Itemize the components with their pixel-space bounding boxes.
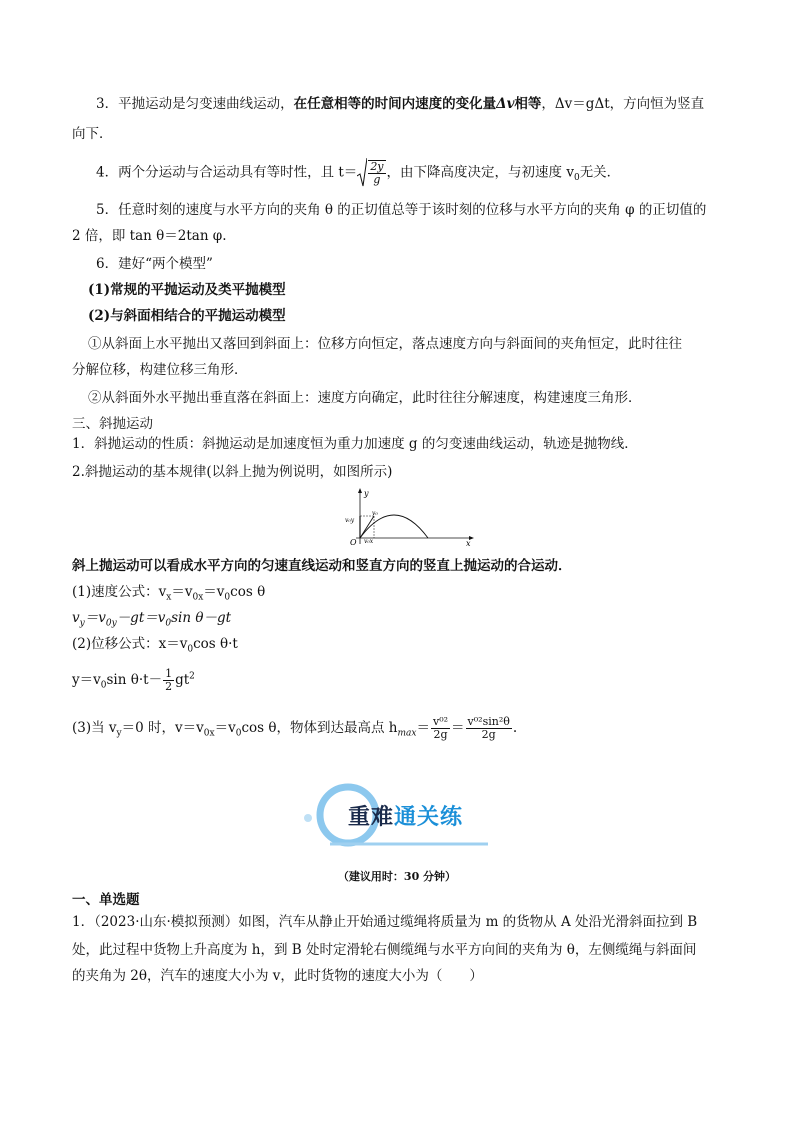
- suggested-time-note: （建议用时：30 分钟）: [337, 870, 457, 883]
- case-1-line-1: ①从斜面上水平抛出又落回到斜面上：位移方向恒定，落点速度方向与斜面间的夹角恒定，此时往往: [88, 336, 682, 352]
- sqrt-expression: $\frac{2y}{g}$: [357, 158, 386, 188]
- point-5-line-1: 5．任意时刻的速度与水平方向的夹角 θ 的正切值总等于该时刻的位移与水平方向的夹角 φ 的正切值的: [96, 202, 707, 218]
- section-1-heading: 一、单选题: [72, 892, 140, 908]
- point-6: 6．建好“两个模型”: [96, 256, 213, 272]
- section-3-heading: 三、斜抛运动: [72, 416, 153, 432]
- max-height-formula: (3)当 $v_y=0$ 时，$v=v_{0x}=v_0\cos$ θ，物体到达最高点 $h_{max}=$ $\frac{\text{v⁰²}}{2g}$ ＝ $\frac{\text{v⁰²sin²θ}}{2g}$ .: [72, 715, 518, 741]
- point-5-line-2: 2 倍，即 tan θ＝2tan φ.: [72, 228, 227, 244]
- fig-v0y-label: v₀y: [345, 517, 355, 524]
- oblique-decomposition: 斜上抛运动可以看成水平方向的匀速直线运动和竖直方向的竖直上抛运动的合运动．: [72, 558, 572, 574]
- displacement-formula-1: (2)位移公式：$x=v_0\cos$ θ·t: [72, 636, 238, 655]
- velocity-formula-1: (1)速度公式：$v_x=v_{0x}=v_0\cos$ θ: [72, 584, 266, 603]
- oblique-projectile-figure: [344, 488, 474, 546]
- velocity-formula-2: $v_y=v_{0y}-gt=v_0\sin$ θ－gt: [72, 610, 232, 629]
- section-banner-title: 重难通关练: [348, 805, 464, 830]
- oblique-2: 2.斜抛运动的基本规律(以斜上抛为例说明，如图所示): [72, 464, 393, 480]
- fig-y-label: y: [364, 489, 369, 498]
- case-2: ②从斜面外水平抛出垂直落在斜面上：速度方向确定，此时往往分解速度，构建速度三角形．: [88, 390, 642, 406]
- question-1-line-3: 的夹角为 2θ，汽车的速度大小为 v，此时货物的速度大小为（ ）: [72, 968, 483, 984]
- oblique-1: 1．斜抛运动的性质：斜抛运动是加速度恒为重力加速度 g 的匀变速曲线运动，轨迹是抛物线．: [72, 436, 638, 452]
- fig-x-label: x: [466, 539, 471, 546]
- displacement-formula-2: $y=v_0\sin$ θ·t－ $\frac{1}{2}$ $gt^2$: [72, 667, 195, 693]
- point-3-line-2: 向下．: [72, 126, 113, 142]
- fig-origin-label: O: [350, 538, 357, 546]
- point-3-line-1: 3．平抛运动是匀变速曲线运动，在任意相等的时间内速度的变化量Δv相等，Δv＝gΔt，方向恒为竖直: [96, 96, 705, 112]
- point-4: 4．两个分运动与合运动具有等时性，且 t＝ $\frac{2y}{g}$ ，由下降高度决定，与初速度 $v_0$无关．: [96, 160, 621, 186]
- case-1-line-2: 分解位移，构建位移三角形．: [72, 362, 248, 378]
- fig-v0x-label: v₀x: [364, 538, 374, 545]
- model-1: (1)常规的平抛运动及类平抛模型: [88, 282, 286, 298]
- model-2: (2)与斜面相结合的平抛运动模型: [88, 308, 286, 324]
- fig-v0-label: v₀: [372, 510, 378, 517]
- question-1-line-2: 处，此过程中货物上升高度为 h，到 B 处时定滑轮右侧缆绳与水平方向间的夹角为 θ，左侧缆绳与斜面间: [72, 942, 697, 958]
- question-1-line-1: 1．（2023·山东·模拟预测）如图，汽车从静止开始通过缆绳将质量为 m 的货物从 A 处沿光滑斜面拉到 B: [72, 914, 698, 930]
